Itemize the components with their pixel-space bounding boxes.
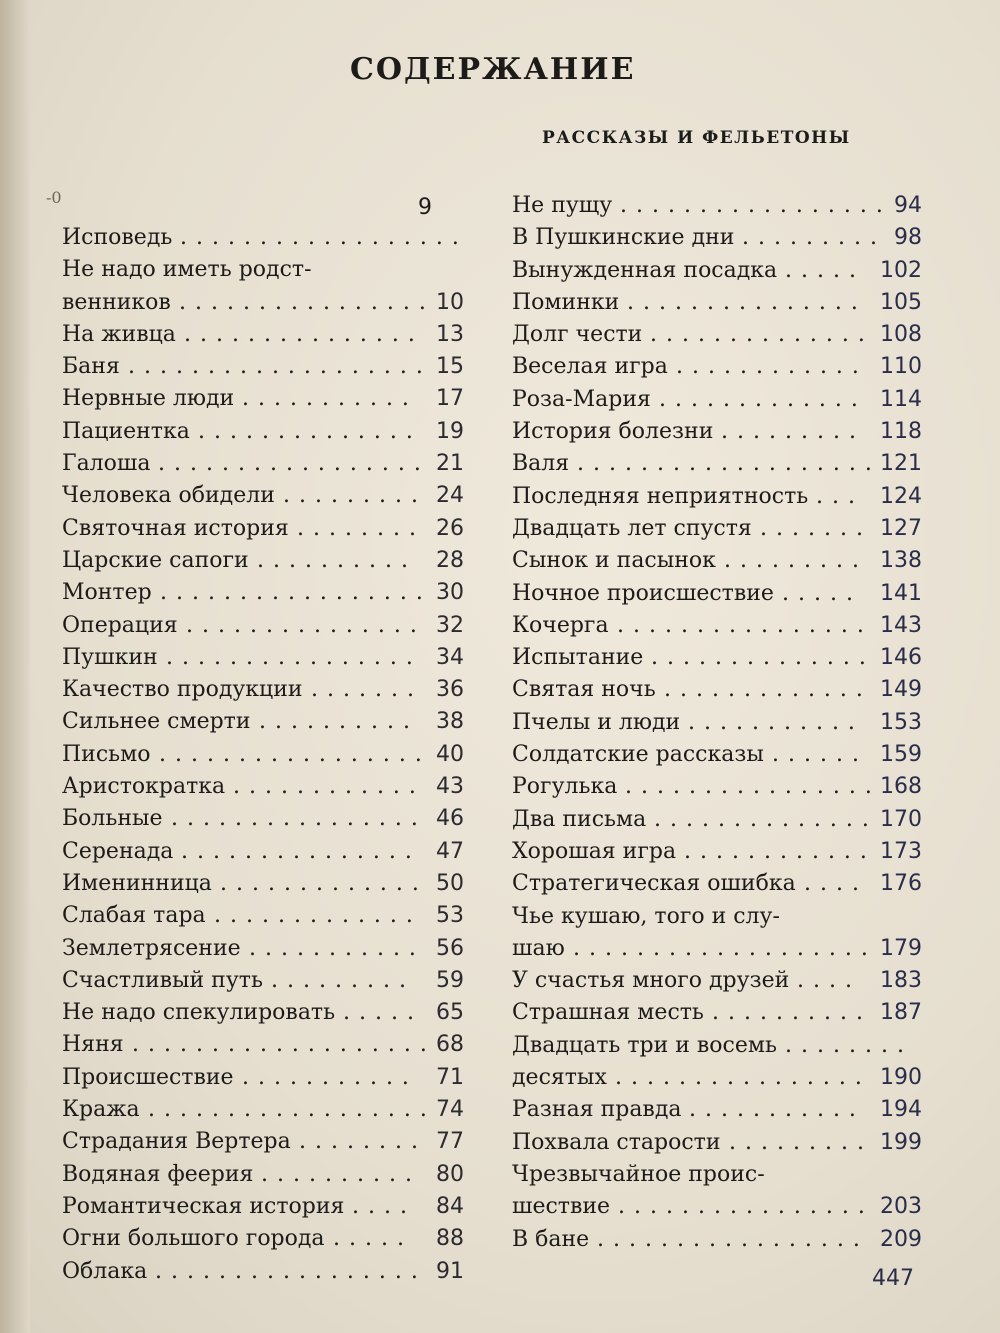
toc-entry — [512, 933, 922, 965]
leader-dots: ................... — [577, 451, 881, 477]
toc-entry-page: 114 — [880, 386, 922, 412]
toc-entry-title: На живца — [62, 321, 176, 347]
toc-entry — [62, 513, 462, 545]
toc-entry — [512, 739, 922, 771]
toc-entry-title: Ночное происшествие — [512, 580, 774, 606]
toc-entry-page: 138 — [880, 548, 922, 574]
toc-entry-page: 36 — [436, 677, 464, 703]
leader-dots: ................ — [615, 1065, 871, 1091]
toc-entry-page: 32 — [436, 612, 464, 638]
leader-dots: .......... — [257, 547, 417, 573]
leader-dots: ............. — [214, 903, 422, 929]
toc-entry-title: шествие — [512, 1194, 611, 1220]
toc-entry-title: Последняя неприятность — [512, 483, 809, 509]
toc-entry-page: 141 — [880, 580, 922, 606]
toc-entry — [62, 965, 462, 997]
toc-entry — [512, 351, 922, 383]
leader-dots: .............. — [650, 322, 874, 348]
toc-entry-page: 46 — [436, 806, 464, 832]
toc-entry-page: 127 — [880, 515, 922, 541]
toc-entry-page: 56 — [436, 935, 464, 961]
toc-entry-page: 21 — [436, 451, 464, 477]
toc-entry-page: 108 — [880, 322, 922, 348]
toc-entry — [62, 1126, 462, 1158]
toc-entry — [62, 1191, 462, 1223]
leader-dots: .... — [797, 968, 861, 994]
toc-entry — [512, 771, 922, 803]
toc-entry-title: Именинница — [62, 870, 212, 896]
leader-dots: ............... — [627, 289, 867, 315]
toc-entry — [512, 319, 922, 351]
toc-entry-page: 43 — [436, 774, 464, 800]
toc-entry — [62, 319, 462, 351]
toc-entry-page: 15 — [436, 354, 464, 380]
toc-entry-page: 194 — [880, 1097, 922, 1123]
leader-dots: ......... — [742, 225, 886, 251]
toc-entry-page: 68 — [436, 1032, 464, 1058]
toc-entry-title: Страдания Вертера — [62, 1129, 291, 1155]
toc-entry — [512, 1159, 922, 1191]
leader-dots: ................. — [597, 1226, 869, 1252]
toc-entry — [512, 868, 922, 900]
toc-entry-page: 121 — [880, 451, 922, 477]
toc-entry-title: В Пушкинские дни — [512, 225, 735, 251]
leader-dots: ....... — [760, 515, 872, 541]
toc-entry-title: Поминки — [512, 289, 620, 315]
toc-entry — [62, 933, 462, 965]
toc-entry — [512, 997, 922, 1029]
leader-dots: ............ — [233, 774, 425, 800]
toc-entry-title: Больные — [62, 806, 163, 832]
leader-dots: ................ — [625, 774, 881, 800]
toc-entry-page: 110 — [880, 354, 922, 380]
leader-dots: ..... — [333, 1226, 413, 1252]
leader-dots: ............... — [184, 321, 424, 347]
toc-entry — [512, 1224, 922, 1256]
section-title: РАССКАЗЫ И ФЕЛЬЕТОНЫ — [542, 128, 851, 148]
toc-entry-title: Счастливый путь — [62, 967, 263, 993]
toc-entry-title: Двадцать три и восемь — [512, 1032, 777, 1058]
toc-entry-title: Качество продукции — [62, 677, 303, 703]
toc-entry — [62, 222, 468, 254]
toc-entry-title: Святая ночь — [512, 677, 656, 703]
toc-entry-page: 19 — [436, 418, 464, 444]
toc-entry — [62, 1029, 462, 1061]
toc-column-right — [512, 190, 922, 1256]
toc-entry-page: 77 — [436, 1129, 464, 1155]
toc-entry-title: Чрезвычайное проис- — [512, 1161, 765, 1187]
toc-entry-title: Два письма — [512, 806, 647, 832]
toc-entry-title: В бане — [512, 1226, 590, 1252]
toc-entry-title: Чье кушаю, того и слу- — [512, 903, 780, 929]
leader-dots: .... — [804, 871, 868, 897]
toc-entry-page: 187 — [880, 1000, 922, 1026]
toc-entry-page: 65 — [436, 1000, 464, 1026]
toc-entry-title: Письмо — [62, 741, 151, 767]
toc-entry-page: 74 — [436, 1097, 464, 1123]
leader-dots: ................. — [155, 1258, 427, 1284]
toc-entry-title: Кража — [62, 1097, 140, 1123]
leader-dots: ................... — [573, 935, 877, 961]
toc-entry-page: 199 — [880, 1129, 922, 1155]
toc-entry-page: 173 — [880, 838, 922, 864]
toc-entry-page: 179 — [880, 935, 922, 961]
toc-entry — [512, 416, 922, 448]
leader-dots: ........ — [297, 515, 425, 541]
leader-dots: ......... — [283, 483, 427, 509]
leader-dots: ..... — [782, 580, 862, 606]
toc-entry — [512, 1062, 922, 1094]
toc-entry — [62, 416, 462, 448]
toc-entry — [512, 578, 922, 610]
toc-entry — [62, 1159, 462, 1191]
toc-entry-title: Сильнее смерти — [62, 709, 251, 735]
toc-entry-title: Человека обидели — [62, 483, 275, 509]
leader-dots: ................... — [132, 1032, 436, 1058]
toc-entry — [62, 448, 462, 480]
toc-entry-page: 159 — [880, 742, 922, 768]
toc-entry — [62, 642, 462, 674]
toc-entry — [62, 383, 462, 415]
toc-entry — [62, 836, 462, 868]
leader-dots: ..... — [343, 1000, 423, 1026]
toc-entry-page: 59 — [436, 967, 464, 993]
leader-dots: .............. — [198, 418, 422, 444]
toc-entry — [512, 190, 922, 222]
toc-entry-title: Вынужденная посадка — [512, 257, 778, 283]
toc-entry-page: 94 — [894, 193, 922, 218]
toc-column-left — [62, 222, 468, 1288]
leader-dots: ............... — [181, 838, 421, 864]
toc-entry-page: 38 — [436, 709, 464, 735]
toc-entry — [62, 1094, 462, 1126]
toc-entry — [512, 804, 922, 836]
leader-dots: ............ — [684, 838, 876, 864]
toc-entry — [62, 900, 462, 932]
margin-mark: -0 — [46, 188, 62, 207]
toc-entry-page: 168 — [880, 774, 922, 800]
toc-entry-title: Аристократка — [62, 774, 226, 800]
toc-entry-title: Не пущу — [512, 193, 613, 218]
leader-dots: ................ — [618, 1194, 874, 1220]
toc-entry — [512, 1094, 922, 1126]
toc-entry — [512, 384, 922, 416]
toc-entry — [62, 577, 462, 609]
toc-entry — [512, 1127, 922, 1159]
first-page-number: 9 — [418, 195, 432, 220]
toc-entry — [62, 868, 462, 900]
toc-entry-page: 24 — [436, 483, 464, 509]
page-title: СОДЕРЖАНИЕ — [350, 52, 636, 87]
page-gutter — [0, 0, 30, 1333]
toc-entry-title: Баня — [62, 354, 120, 380]
toc-entry-title: История болезни — [512, 419, 714, 445]
leader-dots: .............. — [654, 806, 878, 832]
leader-dots: ........... — [242, 1064, 418, 1090]
toc-entry-title: Похвала старости — [512, 1129, 721, 1155]
toc-entry — [62, 610, 462, 642]
toc-entry-title: Исповедь — [62, 225, 173, 250]
toc-entry-title: Хорошая игра — [512, 838, 677, 864]
toc-entry — [512, 674, 922, 706]
toc-entry-page: 190 — [880, 1065, 922, 1091]
leader-dots: ................. — [159, 741, 431, 767]
toc-entry-title: Облака — [62, 1258, 148, 1284]
toc-entry-page: 40 — [436, 741, 464, 767]
toc-entry — [62, 351, 462, 383]
leader-dots: ............. — [664, 677, 872, 703]
toc-entry-title: Серенада — [62, 838, 174, 864]
leader-dots: ........... — [689, 1097, 865, 1123]
leader-dots: .................. — [180, 225, 468, 250]
toc-entry-page: 84 — [436, 1193, 464, 1219]
toc-entry-page: 10 — [436, 289, 464, 315]
toc-entry — [62, 706, 462, 738]
toc-entry-page: 98 — [894, 225, 922, 251]
toc-entry-page: 143 — [880, 612, 922, 638]
toc-entry-title: Испытание — [512, 645, 644, 671]
leader-dots: ................... — [128, 354, 432, 380]
page-folio: 447 — [872, 1266, 914, 1291]
toc-entry — [62, 803, 462, 835]
toc-entry-page: 50 — [436, 870, 464, 896]
toc-entry-page: 105 — [880, 289, 922, 315]
toc-entry-title: Галоша — [62, 451, 151, 477]
toc-entry-title: Слабая тара — [62, 903, 206, 929]
toc-entry — [512, 610, 922, 642]
toc-entry-title: Операция — [62, 612, 178, 638]
toc-entry-page: 102 — [880, 257, 922, 283]
leader-dots: ........... — [249, 935, 425, 961]
toc-entry-title: Роза-Мария — [512, 386, 651, 412]
toc-entry-page: 34 — [436, 644, 464, 670]
leader-dots: ............... — [186, 612, 426, 638]
toc-entry-title: Происшествие — [62, 1064, 234, 1090]
leader-dots: ......... — [271, 967, 415, 993]
toc-entry-page: 17 — [436, 386, 464, 412]
toc-entry-title: Разная правда — [512, 1097, 682, 1123]
leader-dots: ......... — [729, 1129, 873, 1155]
leader-dots: ................ — [166, 644, 422, 670]
toc-entry-title: Рогулька — [512, 774, 618, 800]
toc-entry — [512, 1030, 922, 1062]
toc-entry-page: 47 — [436, 838, 464, 864]
leader-dots: ......... — [721, 419, 865, 445]
leader-dots: ................. — [620, 193, 892, 218]
toc-entry — [62, 287, 462, 319]
toc-entry-title: шаю — [512, 935, 565, 961]
leader-dots: ........... — [688, 709, 864, 735]
toc-entry — [512, 707, 922, 739]
leader-dots: ........ — [785, 1032, 913, 1058]
toc-entry-title: Нервные люди — [62, 386, 235, 412]
toc-entry-title: Огни большого города — [62, 1226, 325, 1252]
toc-entry — [62, 739, 462, 771]
toc-entry-page: 203 — [880, 1194, 922, 1220]
toc-entry — [512, 481, 922, 513]
toc-entry-title: Двадцать лет спустя — [512, 515, 752, 541]
toc-entry-page: 28 — [436, 547, 464, 573]
leader-dots: ...... — [772, 742, 868, 768]
toc-entry-title: Святочная история — [62, 515, 289, 541]
toc-entry — [62, 674, 462, 706]
toc-entry — [62, 254, 462, 286]
toc-entry-page: 30 — [436, 580, 464, 606]
toc-entry — [62, 1062, 462, 1094]
toc-entry — [62, 480, 462, 512]
leader-dots: .... — [352, 1193, 416, 1219]
toc-entry-page: 124 — [880, 483, 922, 509]
toc-entry-page: 71 — [436, 1064, 464, 1090]
toc-entry-title: венников — [62, 289, 171, 315]
leader-dots: ........ — [299, 1129, 427, 1155]
toc-entry — [512, 836, 922, 868]
toc-entry-title: Няня — [62, 1032, 124, 1058]
toc-entry-title: Кочерга — [512, 612, 609, 638]
toc-entry-title: Пчелы и люди — [512, 709, 681, 735]
leader-dots: ............. — [220, 870, 428, 896]
toc-entry — [512, 513, 922, 545]
toc-entry-title: Пациентка — [62, 418, 190, 444]
toc-entry — [62, 1256, 462, 1288]
toc-entry — [62, 1223, 462, 1255]
leader-dots: ........... — [242, 386, 418, 412]
leader-dots: ......... — [724, 548, 868, 574]
toc-entry — [62, 997, 462, 1029]
toc-entry-title: Веселая игра — [512, 354, 668, 380]
toc-entry — [512, 965, 922, 997]
leader-dots: ... — [816, 483, 864, 509]
toc-entry-title: Долг чести — [512, 322, 643, 348]
toc-entry-page: 88 — [436, 1226, 464, 1252]
leader-dots: .............. — [651, 645, 875, 671]
leader-dots: ............ — [676, 354, 868, 380]
toc-entry-title: Страшная месть — [512, 1000, 704, 1026]
toc-entry-title: У счастья много друзей — [512, 968, 790, 994]
toc-entry-title: Романтическая история — [62, 1193, 345, 1219]
leader-dots: .................. — [148, 1097, 436, 1123]
toc-entry — [512, 287, 922, 319]
leader-dots: ..... — [785, 257, 865, 283]
toc-entry-title: Землетрясение — [62, 935, 241, 961]
toc-entry-page: 149 — [880, 677, 922, 703]
toc-entry — [62, 545, 462, 577]
toc-entry-title: Пушкин — [62, 644, 158, 670]
toc-entry-title: Водяная феерия — [62, 1161, 254, 1187]
toc-entry — [512, 222, 922, 254]
leader-dots: ................. — [158, 451, 430, 477]
toc-entry-page: 80 — [436, 1161, 464, 1187]
toc-entry-page: 183 — [880, 968, 922, 994]
toc-entry-page: 146 — [880, 645, 922, 671]
toc-entry-page: 153 — [880, 709, 922, 735]
toc-entry-title: Монтер — [62, 580, 152, 606]
toc-entry-title: десятых — [512, 1065, 607, 1091]
leader-dots: ............. — [659, 386, 867, 412]
toc-entry-title: Сынок и пасынок — [512, 548, 716, 574]
toc-entry — [512, 1191, 922, 1223]
toc-entry-page: 53 — [436, 903, 464, 929]
toc-entry — [512, 642, 922, 674]
toc-entry-page: 118 — [880, 419, 922, 445]
leader-dots: ................ — [617, 612, 873, 638]
toc-entry-title: Валя — [512, 451, 570, 477]
toc-entry-page: 209 — [880, 1226, 922, 1252]
toc-entry-title: Царские сапоги — [62, 547, 249, 573]
toc-entry-title: Не надо спекулировать — [62, 1000, 336, 1026]
toc-entry — [512, 448, 922, 480]
toc-entry-title: Не надо иметь родст- — [62, 257, 312, 283]
toc-entry — [512, 545, 922, 577]
toc-entry-page: 170 — [880, 806, 922, 832]
toc-entry-page: 91 — [436, 1258, 464, 1284]
leader-dots: ................. — [160, 580, 432, 606]
leader-dots: ................ — [179, 289, 435, 315]
toc-entry-page: 26 — [436, 515, 464, 541]
leader-dots: ................ — [171, 806, 427, 832]
leader-dots: .......... — [261, 1161, 421, 1187]
toc-entry — [62, 771, 462, 803]
leader-dots: .......... — [259, 709, 419, 735]
toc-entry — [512, 255, 922, 287]
toc-entry-title: Солдатские рассказы — [512, 742, 764, 768]
toc-entry-page: 13 — [436, 321, 464, 347]
toc-entry — [512, 901, 922, 933]
toc-entry-title: Стратегическая ошибка — [512, 871, 796, 897]
toc-entry-page: 176 — [880, 871, 922, 897]
leader-dots: ....... — [311, 677, 423, 703]
leader-dots: .......... — [712, 1000, 872, 1026]
